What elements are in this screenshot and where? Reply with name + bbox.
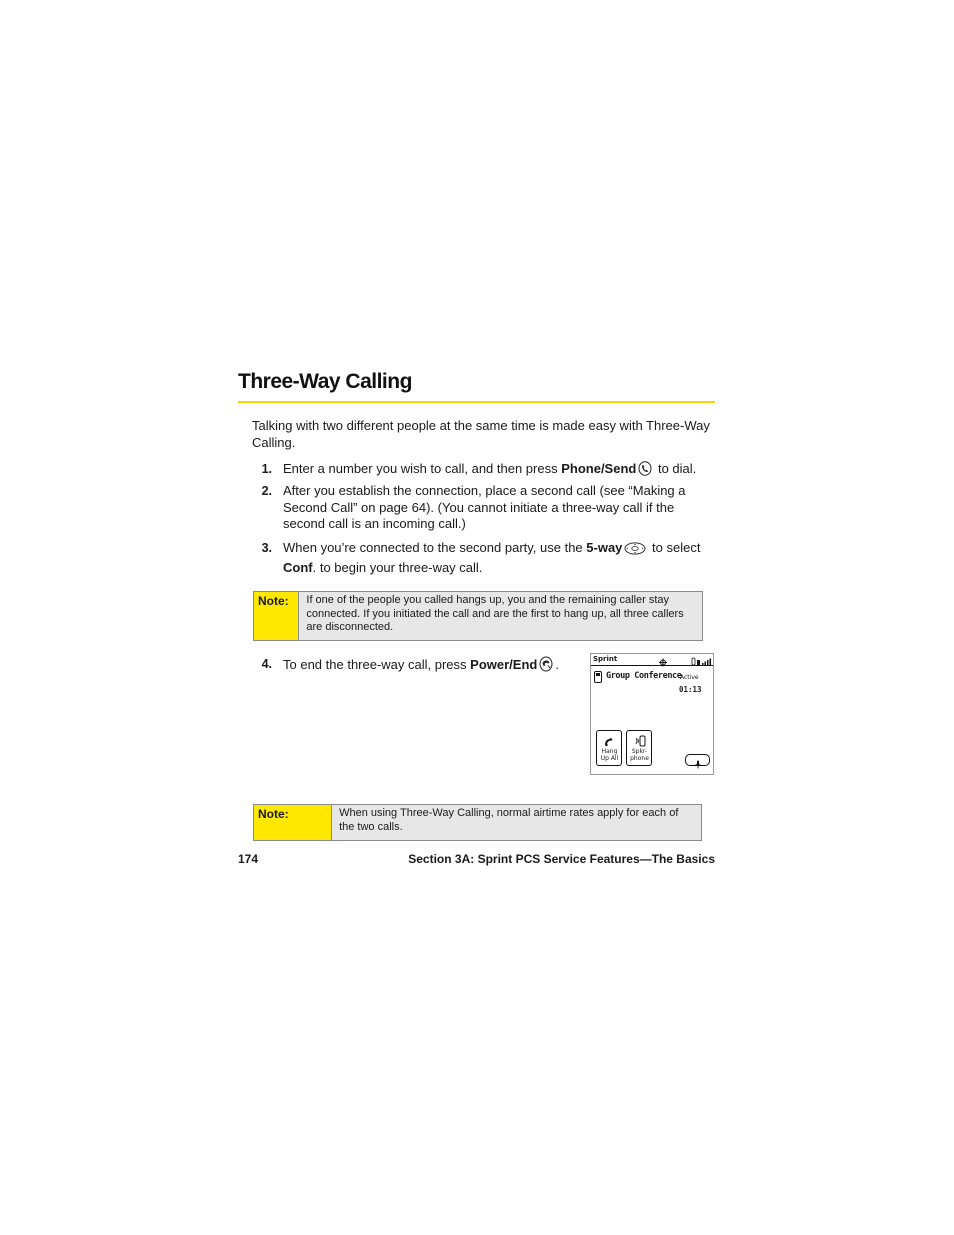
note-box <box>253 591 703 641</box>
power-end-icon <box>539 656 553 677</box>
key-power-end: Power/End <box>470 657 538 672</box>
microphone-icon <box>695 756 701 774</box>
step-4-text: To end the three-way call, press Power/End . <box>283 656 583 677</box>
step-number: 2. <box>261 484 272 498</box>
step-1-text: Enter a number you wish to call, and then press Phone/Send to dial. <box>283 461 713 481</box>
gps-icon <box>659 654 667 672</box>
microphone-button[interactable] <box>685 754 710 766</box>
carrier-label: Sprint <box>593 655 618 663</box>
key-conf: Conf <box>283 559 313 575</box>
hang-up-all-button[interactable] <box>596 730 622 766</box>
speakerphone-label: Spkr- phone <box>630 748 649 762</box>
page-title: Three-Way Calling <box>238 370 412 393</box>
step-3-text: When you’re connected to the second party, use the 5-way to select Conf. to begin your three-way call. <box>283 540 701 575</box>
step-2-text: After you establish the connection, place a second call (see “Making a Second Call” on page 64). (You cannot initiate a three-way call if the second call is an incoming call.) <box>283 483 686 531</box>
heading-rule <box>238 401 715 403</box>
note-label: Note: <box>254 592 299 640</box>
page-number: 174 <box>238 852 259 866</box>
call-timer: 01:13 <box>679 685 702 694</box>
note-text: If one of the people you called hangs up, you and the remaining caller stay connected. If you initiated the call and are the first to hang up, all three callers are disconnected. <box>306 594 684 633</box>
step-number: 4. <box>261 657 272 671</box>
hang-up-all-label: Hang Up All <box>600 748 619 762</box>
phone-send-icon <box>638 461 652 481</box>
intro-paragraph: Talking with two different people at the same time is made easy with Three-Way Calling. <box>252 418 710 450</box>
speakerphone-button[interactable] <box>626 730 652 766</box>
key-5-way: 5-way <box>586 540 623 555</box>
call-title: Group Conference <box>606 671 682 681</box>
phone-handset-icon <box>594 670 602 688</box>
phone-screen <box>590 653 714 775</box>
note-box <box>253 804 702 841</box>
step-number: 1. <box>261 462 272 476</box>
note-label: Note: <box>254 805 332 840</box>
five-way-navigator-icon <box>624 542 646 560</box>
key-phone-send: Phone/Send <box>561 461 637 476</box>
signal-icon <box>691 654 713 672</box>
section-title: Section 3A: Sprint PCS Service Features—The Basics <box>408 852 715 866</box>
status-bar <box>591 654 713 666</box>
call-status: Active <box>680 674 699 681</box>
step-number: 3. <box>261 541 272 555</box>
note-text: When using Three-Way Calling, normal airtime rates apply for each of the two calls. <box>339 807 679 833</box>
